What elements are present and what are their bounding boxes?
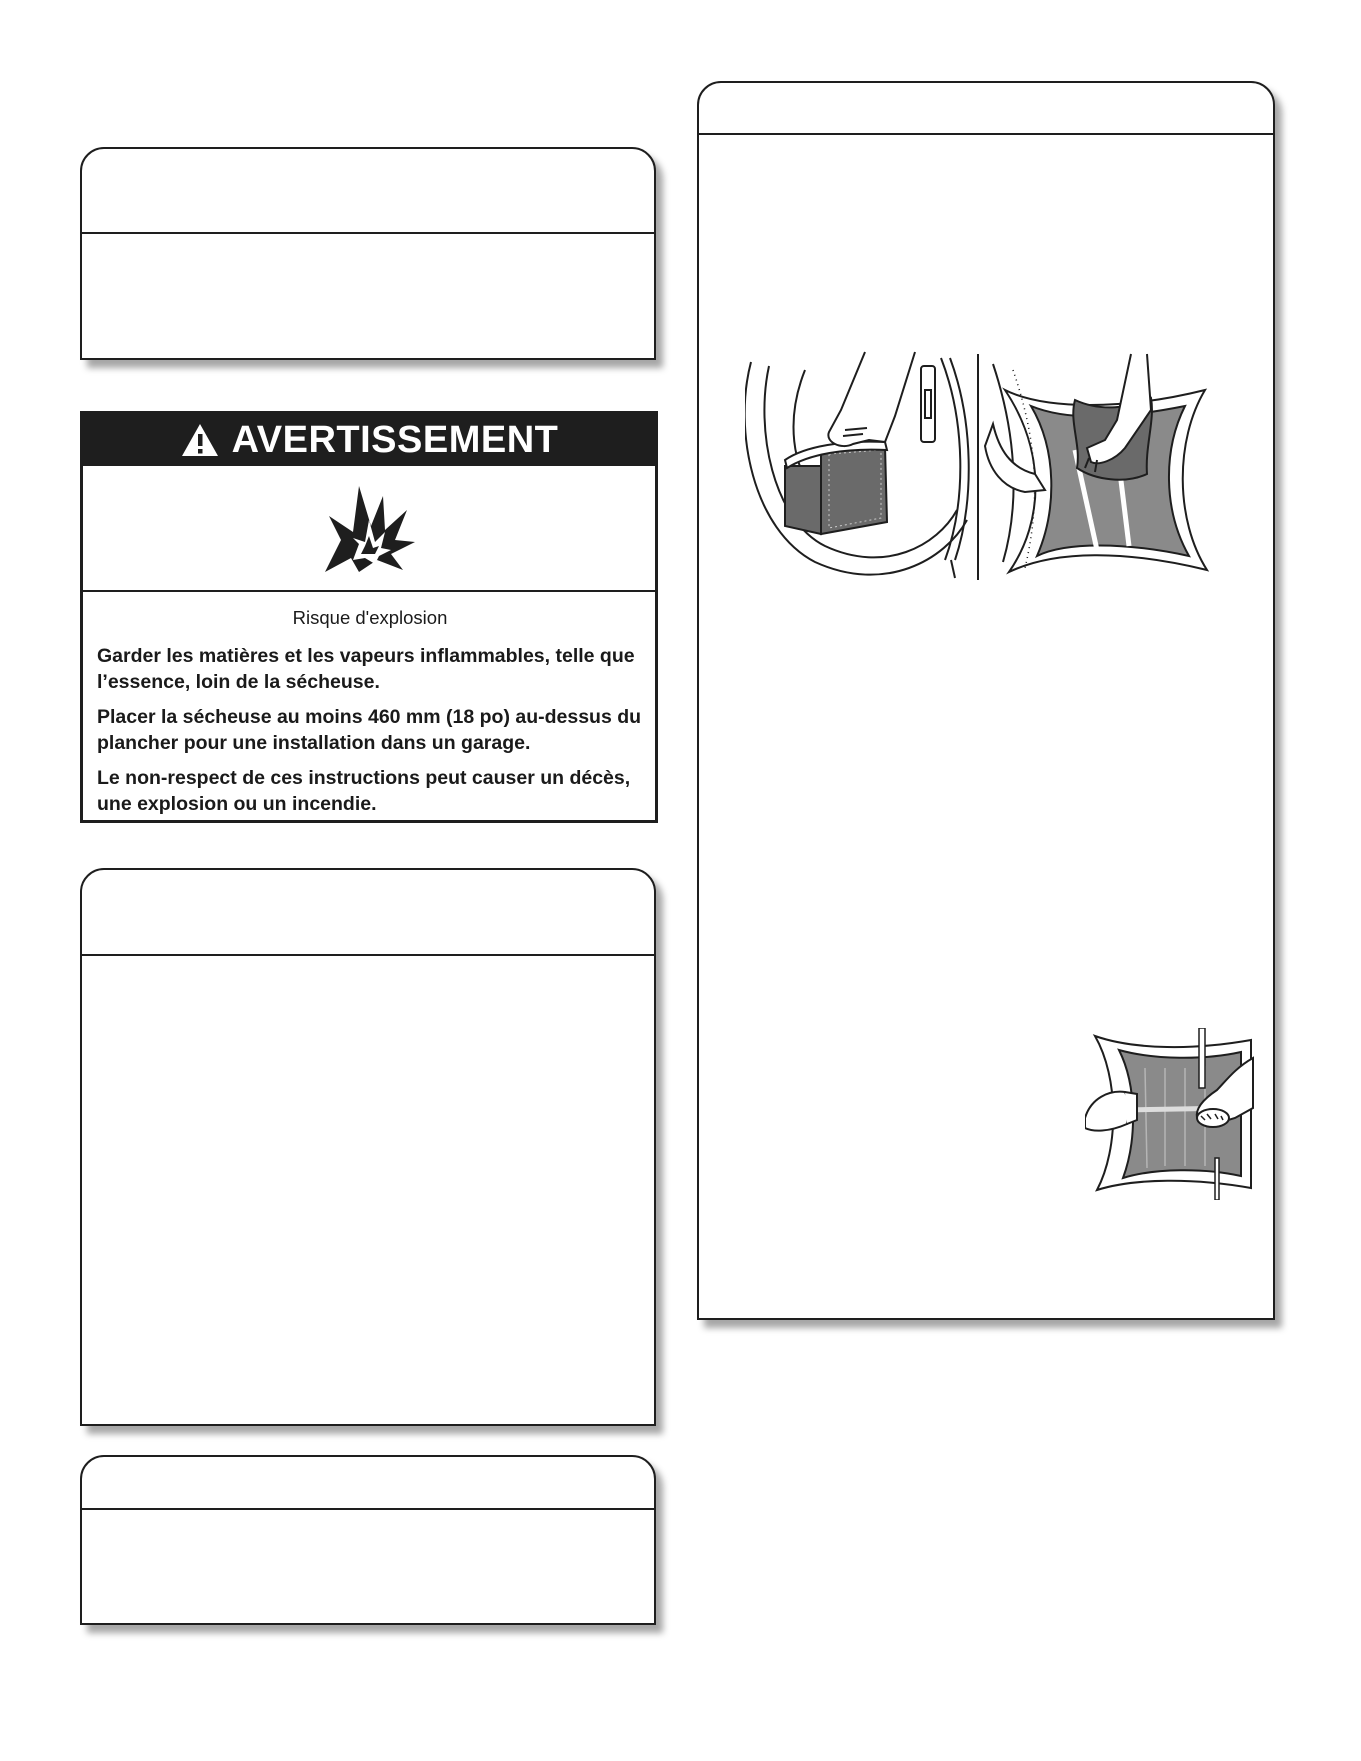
warning-box — [80, 411, 658, 823]
warning-line-consequences: Le non-respect de ces instructions peut causer un décès, une explosion ou un incendie. — [97, 767, 631, 815]
section-panel-bottom-left — [80, 1455, 656, 1625]
section-panel-middle-left — [80, 868, 656, 1426]
panel-header-divider — [699, 133, 1273, 135]
alert-triangle-icon — [180, 422, 220, 458]
hand-pulling-filter — [828, 352, 915, 446]
warning-header — [83, 414, 655, 466]
lint-filter-in-slot — [785, 442, 887, 534]
warning-line-garage-height: Placer la sécheuse au moins 460 mm (18 po) au-dessus du plancher pour une installation dans un garage. — [97, 706, 642, 754]
hazard-icon-zone — [83, 466, 655, 592]
panel-header-divider — [82, 1508, 654, 1510]
illustration-cleaning-lint-filter — [1085, 1028, 1255, 1200]
hazard-title: Risque d'explosion — [292, 607, 448, 628]
warning-body — [83, 592, 655, 820]
panel-header-divider — [82, 954, 654, 956]
explosion-icon — [319, 480, 419, 576]
warning-line-flammables: Garder les matières et les vapeurs inflammables, telle que l’essence, loin de la sécheuse. — [97, 645, 635, 693]
warning-signal-word: AVERTISSEMENT — [231, 419, 559, 461]
illustration-removing-lint-filter — [745, 350, 1215, 582]
panel-header-divider — [82, 232, 654, 234]
section-panel-top-left — [80, 147, 656, 360]
